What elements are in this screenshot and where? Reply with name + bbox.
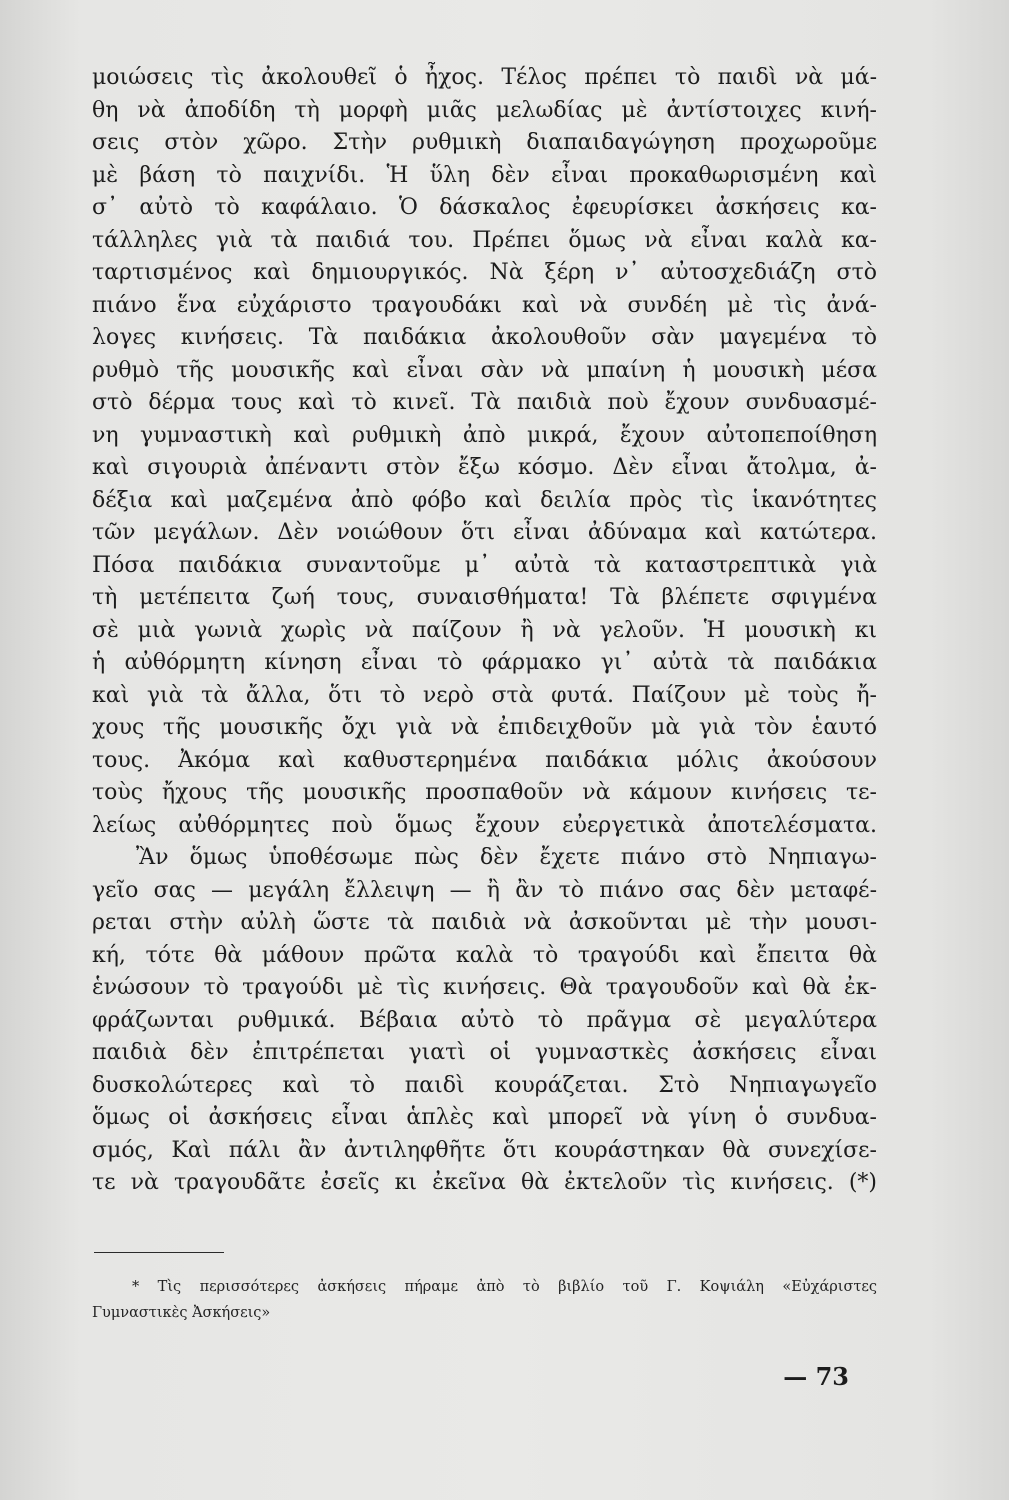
footnote-line: * Τὶς περισσότερες ἀσκήσεις πήραμε ἀπὸ τὸ βιβλίο τοῦ Γ. Κοψιάλη «Εὐχάριστες [132, 1279, 877, 1295]
text-line: κή, τότε θὰ μάθουν πρῶτα καλὰ τὸ τραγούδι καὶ ἔπειτα θὰ [92, 942, 877, 968]
text-line: πιάνο ἕνα εὐχάριστο τραγουδάκι καὶ νὰ συνδέη μὲ τὶς ἀνά- [92, 292, 877, 318]
footnote-divider [94, 1252, 224, 1253]
text-line: ὅμως οἱ ἀσκήσεις εἶναι ἁπλὲς καὶ μπορεῖ νὰ γίνη ὁ συνδυα- [92, 1105, 877, 1130]
text-line: τὴ μετέπειτα ζωή τους, συναισθήματα! Τὰ βλέπετε σφιγμένα [92, 585, 877, 610]
text-line: τους. Ἀκόμα καὶ καθυστερημένα παιδάκια μόλις ἀκούσουν [92, 747, 877, 773]
text-line: θη νὰ ἀποδίδη τὴ μορφὴ μιᾶς μελωδίας μὲ ἀντίστοιχες κινή- [92, 97, 877, 123]
text-line: ρεται στὴν αὐλὴ ὥστε τὰ παιδιὰ νὰ ἀσκοῦνται μὲ τὴν μουσι- [92, 910, 877, 935]
text-line: τῶν μεγάλων. Δὲν νοιώθουν ὅτι εἶναι ἀδύναμα καὶ κατώτερα. [92, 520, 877, 545]
text-line: καὶ σιγουριὰ ἀπέναντι στὸν ἔξω κόσμο. Δὲν εἶναι ἄτολμα, ἀ- [92, 455, 877, 480]
text-line: ἡ αὐθόρμητη κίνηση εἶναι τὸ φάρμακο γι᾽ αὐτὰ τὰ παιδάκια [92, 650, 877, 675]
page-number: — 73 [783, 1362, 849, 1391]
text-line: σεις στὸν χῶρο. Στὴν ρυθμικὴ διαπαιδαγώγηση προχωροῦμε [92, 130, 877, 155]
text-line: στὸ δέρμα τους καὶ τὸ κινεῖ. Τὰ παιδιὰ ποὺ ἔχουν συνδυασμέ- [92, 390, 877, 415]
text-line: νη γυμναστικὴ καὶ ρυθμικὴ ἀπὸ μικρά, ἔχουν αὐτοπεποίθηση [92, 422, 877, 448]
text-line: σμός, Καὶ πάλι ἂν ἀντιληφθῆτε ὅτι κουράστηκαν θὰ συνεχίσε- [92, 1137, 877, 1163]
text-line: τάλληλες γιὰ τὰ παιδιά του. Πρέπει ὅμως νὰ εἶναι καλὰ κα- [92, 227, 877, 253]
body-text [92, 62, 877, 1200]
text-line: γεῖο σας — μεγάλη ἔλλειψη — ἢ ἂν τὸ πιάνο σας δὲν μεταφέ- [92, 877, 877, 903]
text-line: τε νὰ τραγουδᾶτε ἐσεῖς κι ἐκεῖνα θὰ ἐκτελοῦν τὶς κινήσεις. (*) [92, 1170, 877, 1195]
text-line: ἑνώσουν τὸ τραγούδι μὲ τὶς κινήσεις. Θὰ τραγουδοῦν καὶ θὰ ἐκ- [92, 975, 877, 1000]
text-line: λογες κινήσεις. Τὰ παιδάκια ἀκολουθοῦν σὰν μαγεμένα τὸ [92, 325, 877, 350]
text-line: παιδιὰ δὲν ἐπιτρέπεται γιατὶ οἱ γυμναστκὲς ἀσκήσεις εἶναι [92, 1040, 877, 1065]
text-line: δυσκολώτερες καὶ τὸ παιδὶ κουράζεται. Στὸ Νηπιαγωγεῖο [92, 1072, 877, 1098]
text-line: Πόσα παιδάκια συναντοῦμε μ᾽ αὐτὰ τὰ καταστρεπτικὰ γιὰ [92, 552, 877, 578]
text-line: καὶ γιὰ τὰ ἄλλα, ὅτι τὸ νερὸ στὰ φυτά. Παίζουν μὲ τοὺς ἤ- [92, 682, 877, 708]
text-line: δέξια καὶ μαζεμένα ἀπὸ φόβο καὶ δειλία πρὸς τὶς ἱκανότητες [92, 487, 877, 513]
footnote [92, 1274, 877, 1326]
text-line: χους τῆς μουσικῆς ὄχι γιὰ νὰ ἐπιδειχθοῦν μὰ γιὰ τὸν ἑαυτό [92, 715, 877, 740]
text-line: λείως αὐθόρμητες ποὺ ὅμως ἔχουν εὐεργετικὰ ἀποτελέσματα. [92, 812, 877, 838]
text-line: τοὺς ἤχους τῆς μουσικῆς προσπαθοῦν νὰ κάμουν κινήσεις τε- [92, 780, 877, 805]
text-line: σὲ μιὰ γωνιὰ χωρὶς νὰ παίζουν ἢ νὰ γελοῦν. Ἡ μουσικὴ κι [92, 617, 877, 643]
text-line: ταρτισμένος καὶ δημιουργικός. Νὰ ξέρη ν᾽ αὐτοσχεδιάζη στὸ [92, 260, 877, 285]
text-line: σ᾽ αὐτὸ τὸ καφάλαιο. Ὁ δάσκαλος ἐφευρίσκει ἀσκήσεις κα- [92, 195, 877, 220]
text-line: μοιώσεις τὶς ἀκολουθεῖ ὁ ἦχος. Τέλος πρέπει τὸ παιδὶ νὰ μά- [92, 65, 877, 90]
text-line: ρυθμὸ τῆς μουσικῆς καὶ εἶναι σὰν νὰ μπαίνη ἡ μουσικὴ μέσα [92, 357, 877, 383]
footnote-line: Γυμναστικὲς Ἀσκήσεις» [92, 1305, 271, 1321]
text-line: μὲ βάση τὸ παιχνίδι. Ἡ ὕλη δὲν εἶναι προκαθωρισμένη καὶ [92, 162, 877, 188]
text-line: φράζωνται ρυθμικά. Βέβαια αὐτὸ τὸ πρᾶγμα σὲ μεγαλύτερα [92, 1007, 877, 1033]
paragraph-start-line: Ἂν ὅμως ὑποθέσωμε πὼς δὲν ἔχετε πιάνο στὸ Νηπιαγω- [136, 845, 877, 870]
